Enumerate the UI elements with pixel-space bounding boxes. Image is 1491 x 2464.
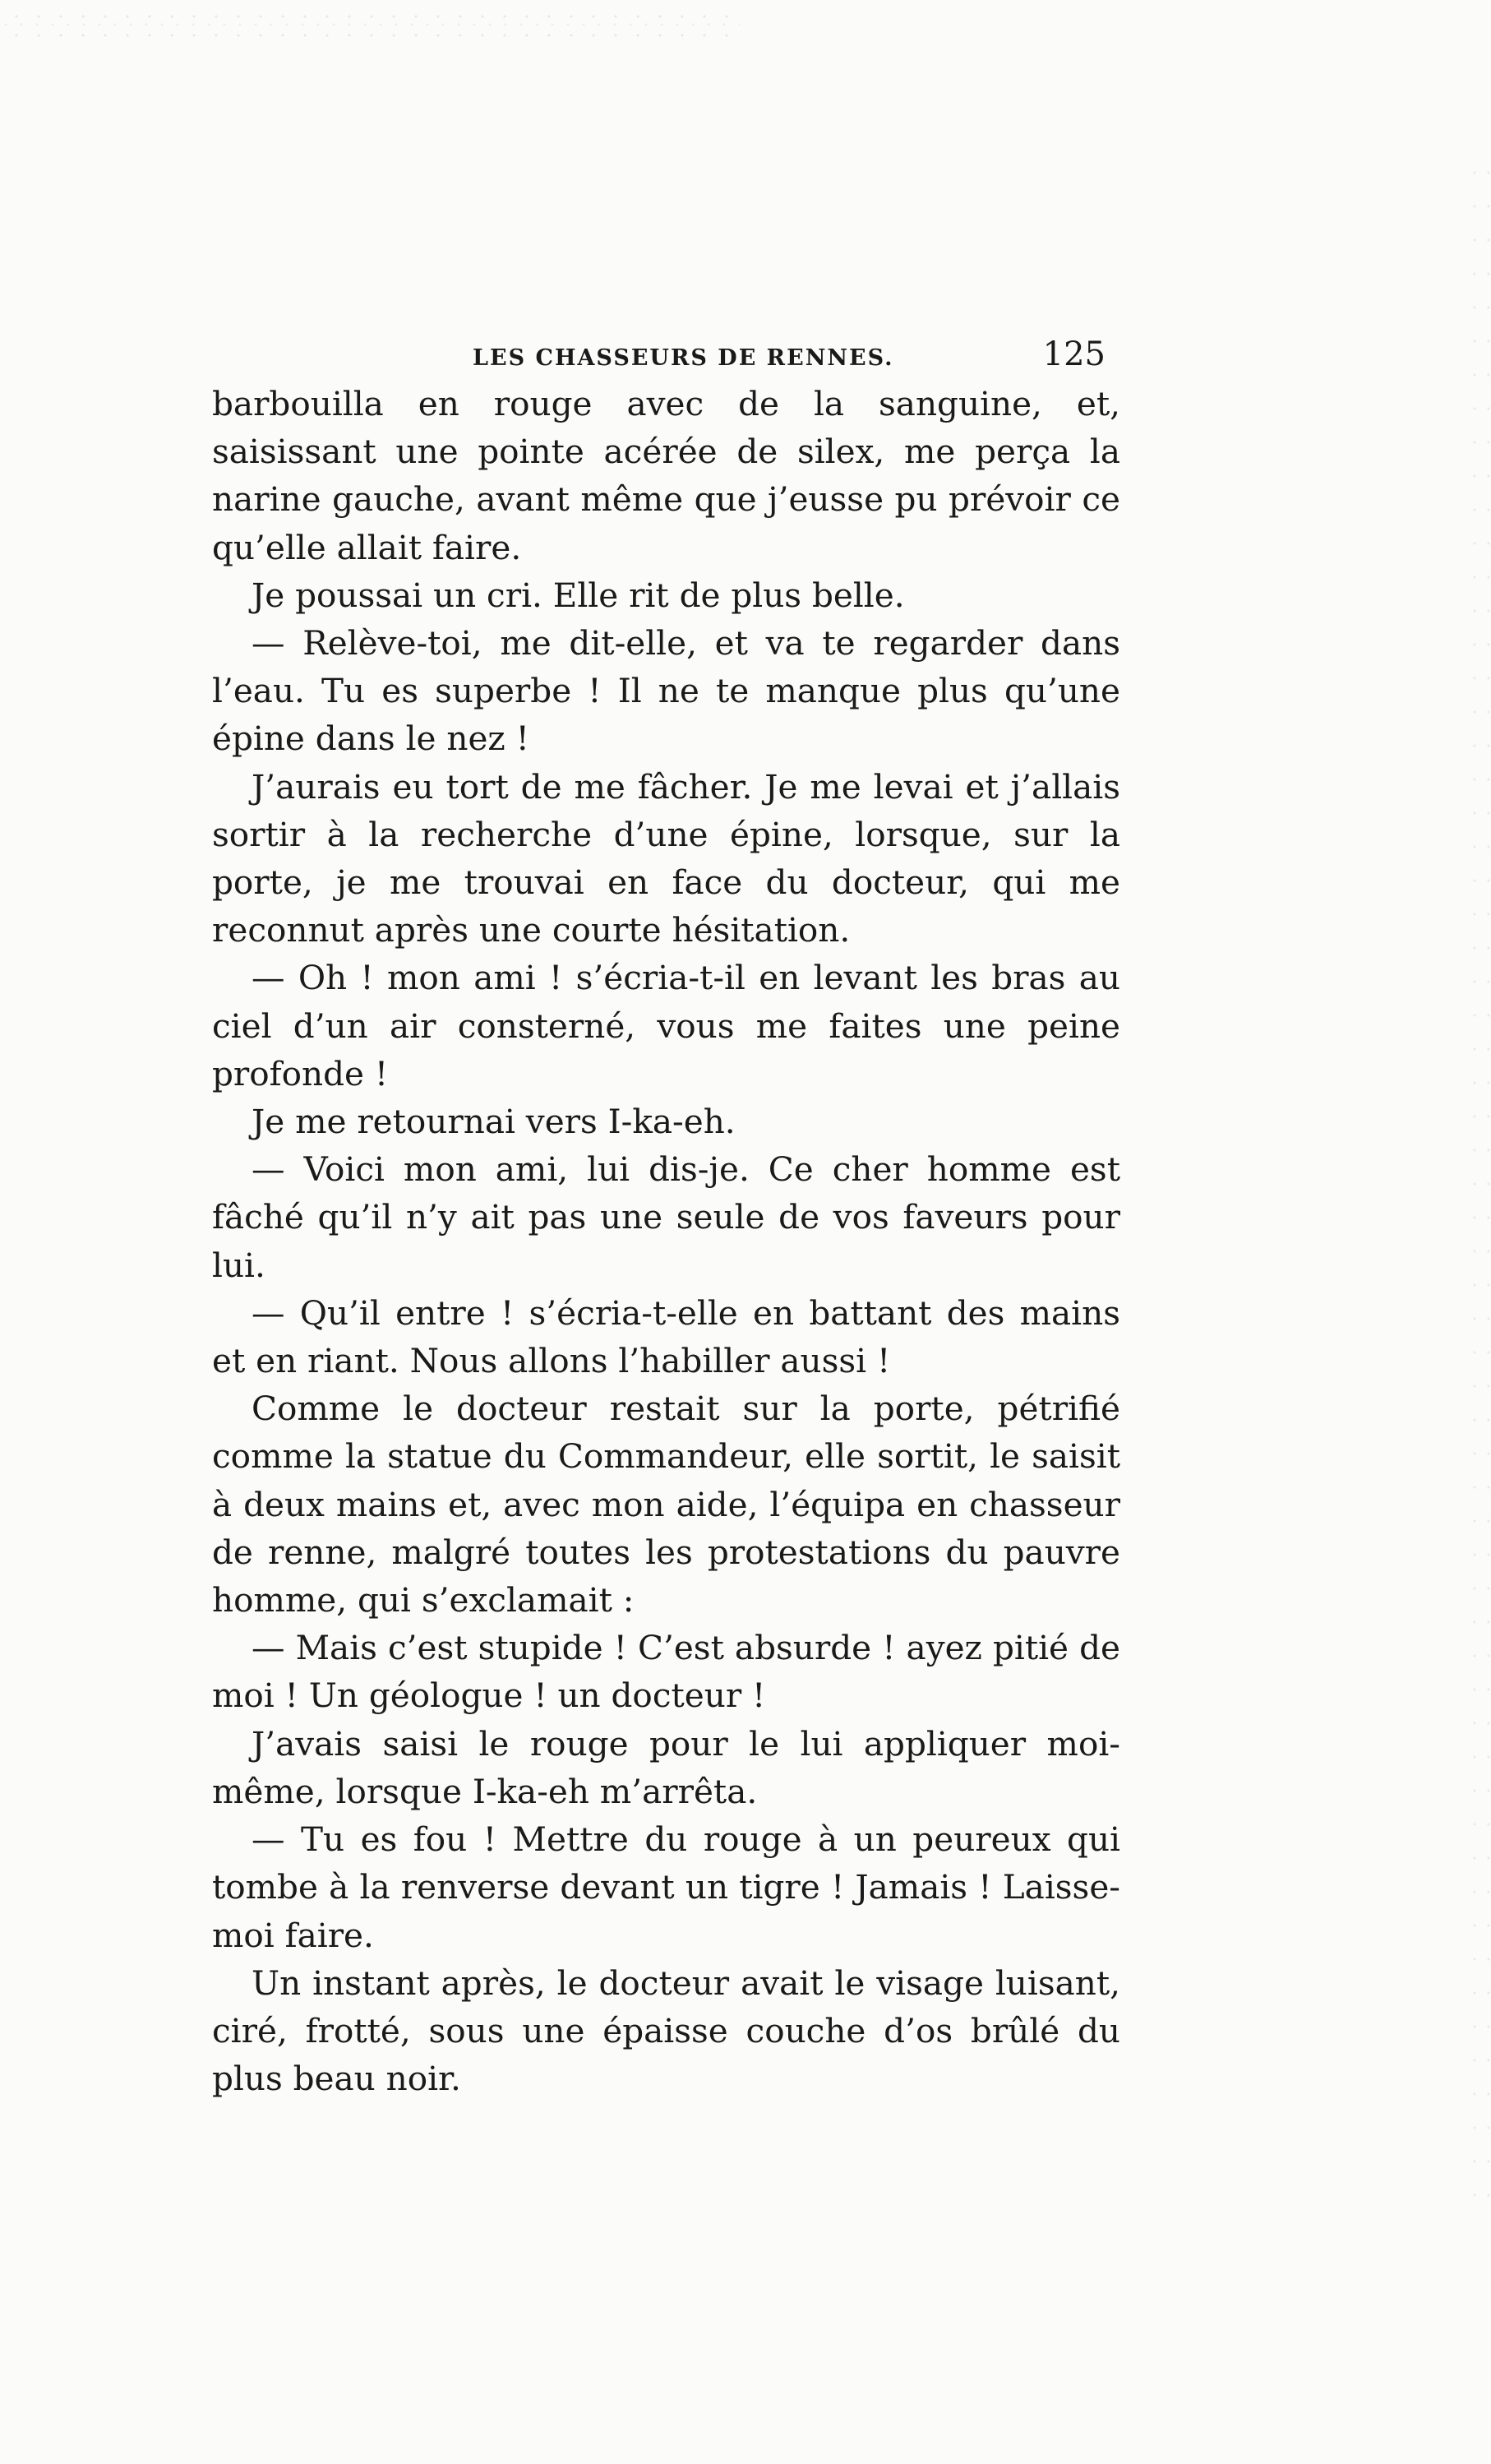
paragraph: J’aurais eu tort de me fâcher. Je me levai et j’allais sortir à la recherche d’une épine, lorsque, sur la porte, je me trouvai en face du docteur, qui me reconnut après une courte hésitation.	[212, 766, 1120, 950]
running-title: LES CHASSEURS DE RENNES.	[473, 345, 894, 371]
paragraph: — Qu’il entre ! s’écria-t-elle en battant des mains et en riant. Nous allons l’habiller aussi !	[212, 1292, 1120, 1381]
paragraph: — Oh ! mon ami ! s’écria-t-il en levant les bras au ciel d’un air consterné, vous me faites une peine profonde !	[212, 958, 1120, 1093]
scan-noise-top	[0, 0, 740, 49]
paragraph: barbouilla en rouge avec de la sanguine, et, saisissant une pointe acérée de silex, me perça la narine gauche, avant même que j’eusse pu prévoir ce qu’elle allait faire.	[212, 384, 1120, 567]
paragraph: Un instant après, le docteur avait le visage luisant, ciré, frotté, sous une épaisse couche d’os brûlé du plus beau noir.	[212, 1962, 1120, 2099]
paragraph: J’avais saisi le rouge pour le lui appliquer moi-même, lorsque I-ka-eh m’arrêta.	[212, 1723, 1120, 1811]
body-text	[212, 380, 1120, 2102]
page-header	[210, 335, 1106, 377]
paragraph: — Relève-toi, me dit-elle, et va te regarder dans l’eau. Tu es superbe ! Il ne te manque plus qu’une épine dans le nez !	[212, 623, 1120, 759]
paragraph: — Mais c’est stupide ! C’est absurde ! ayez pitié de moi ! Un géologue ! un docteur !	[212, 1628, 1120, 1716]
scan-noise-right	[1466, 164, 1491, 2220]
paragraph: Je me retournai vers I-ka-eh.	[252, 1102, 736, 1142]
paragraph: Je poussai un cri. Elle rit de plus belle.	[252, 575, 905, 615]
paragraph: — Tu es fou ! Mettre du rouge à un peureux qui tombe à la renverse devant un tigre ! Jamais ! Laisse-moi faire.	[212, 1819, 1120, 1955]
paragraph: Comme le docteur restait sur la porte, pétrifié comme la statue du Commandeur, elle sortit, le saisit à deux mains et, avec mon aide, l’équipa en chasseur de renne, malgré toutes les protestations du pauvre homme, qui s’exclamait :	[212, 1389, 1120, 1620]
paragraph: — Voici mon ami, lui dis-je. Ce cher homme est fâché qu’il n’y ait pas une seule de vos faveurs pour lui.	[212, 1149, 1120, 1285]
page-number: 125	[1042, 335, 1106, 373]
